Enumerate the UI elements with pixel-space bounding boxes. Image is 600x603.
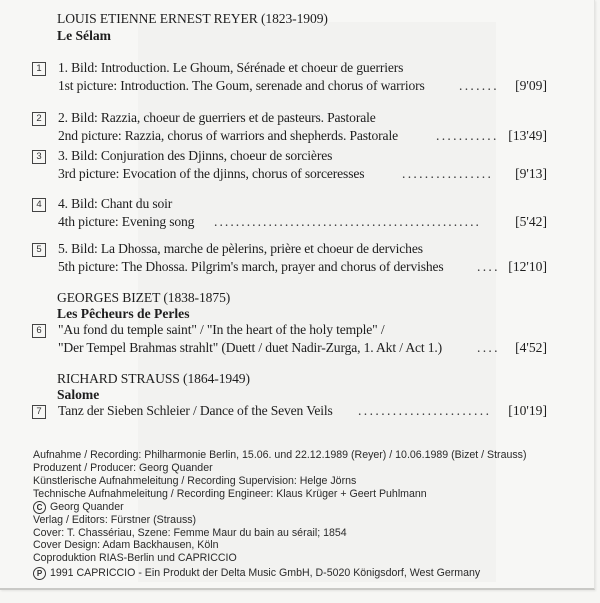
track-title-original: "Au fond du temple saint" / "In the heart of the holy temple" / bbox=[58, 322, 385, 337]
track-title-german: "Der Tempel Brahmas strahlt" (Duett / duet Nadir-Zurga, 1. Akt / Act 1.) bbox=[58, 340, 443, 355]
track-duration: [5'42] bbox=[515, 214, 547, 229]
track-title-english: 5th picture: The Dhossa. Pilgrim's march, prayer and chorus of dervishes bbox=[58, 259, 444, 274]
copyright-holder: Georg Quander bbox=[50, 500, 124, 513]
track-number-box: 3 bbox=[32, 150, 46, 164]
dot-leader: .... bbox=[477, 259, 500, 274]
phonogram-text: 1991 CAPRICCIO - Ein Produkt der Delta Music GmbH, D-5020 Königsdorf, West Germany bbox=[50, 567, 481, 580]
track-title-german: 4. Bild: Chant du soir bbox=[58, 196, 173, 211]
dot-leader: ................ bbox=[402, 166, 494, 181]
track-title-german: 2. Bild: Razzia, choeur de guerriers et de pasteurs. Pastorale bbox=[58, 110, 376, 125]
phonogram-icon: P bbox=[33, 567, 46, 580]
work-title: Salome bbox=[57, 387, 100, 402]
composer-heading: LOUIS ETIENNE ERNEST REYER (1823-1909) bbox=[57, 11, 328, 26]
track-title-english: 1st picture: Introduction. The Goum, serenade and chorus of warriors bbox=[58, 78, 425, 93]
track-number-box: 5 bbox=[32, 243, 46, 257]
track-duration: [10'19] bbox=[508, 403, 547, 418]
dot-leader: ....................... bbox=[358, 403, 492, 418]
track-duration: [9'13] bbox=[515, 166, 547, 181]
credit-producer: Produzent / Producer: Georg Quander bbox=[33, 461, 213, 474]
dot-leader: ........... bbox=[436, 128, 499, 143]
track-title-english: 2nd picture: Razzia, chorus of warriors and shepherds. Pastorale bbox=[58, 128, 398, 143]
credit-cover: Cover: T. Chassériau, Szene: Femme Maur du bain au sérail; 1854 bbox=[33, 526, 347, 539]
track-number-box: 7 bbox=[32, 405, 46, 419]
track-duration: [13'49] bbox=[508, 128, 547, 143]
track-title-german: 3. Bild: Conjuration des Djinns, choeur de sorcières bbox=[58, 148, 333, 163]
credit-supervision: Künstlerische Aufnahmeleitung / Recording Supervision: Helge Jörns bbox=[33, 474, 357, 487]
work-title: Le Sélam bbox=[57, 28, 111, 43]
credit-engineer: Technische Aufnahmeleitung / Recording Engineer: Klaus Krüger + Geert Puhlmann bbox=[33, 487, 427, 500]
track-number-box: 6 bbox=[32, 324, 46, 338]
dot-leader: .... bbox=[477, 340, 500, 355]
composer-heading: GEORGES BIZET (1838-1875) bbox=[57, 290, 231, 305]
work-title: Les Pêcheurs de Perles bbox=[57, 306, 190, 321]
track-duration: [9'09] bbox=[515, 78, 547, 93]
dot-leader: ....... bbox=[459, 78, 499, 93]
track-number-box: 4 bbox=[32, 198, 46, 212]
composer-heading: RICHARD STRAUSS (1864-1949) bbox=[57, 371, 250, 386]
credit-coproduction: Coproduktion RIAS-Berlin und CAPRICCIO bbox=[33, 552, 237, 565]
credit-copyright bbox=[33, 501, 526, 514]
track-duration: [12'10] bbox=[508, 259, 547, 274]
track-title-german: 1. Bild: Introduction. Le Ghoum, Sérénade et choeur de guerriers bbox=[58, 60, 404, 75]
track-title-english: 3rd picture: Evocation of the djinns, chorus of sorceresses bbox=[58, 166, 365, 181]
copyright-icon: C bbox=[33, 501, 46, 514]
credit-editors: Verlag / Editors: Fürstner (Strauss) bbox=[33, 513, 197, 526]
track-title: Tanz der Sieben Schleier / Dance of the Seven Veils bbox=[58, 403, 333, 418]
track-number-box: 2 bbox=[32, 112, 46, 126]
track-title-german: 5. Bild: La Dhossa, marche de pèlerins, prière et choeur de derviches bbox=[58, 241, 423, 256]
credit-phonogram bbox=[33, 567, 526, 580]
track-duration: [4'52] bbox=[515, 340, 547, 355]
credit-cover-design: Cover Design: Adam Backhausen, Köln bbox=[33, 539, 219, 552]
credit-recording: Aufnahme / Recording: Philharmonie Berlin, 15.06. und 22.12.1989 (Reyer) / 10.06.1989 (Bizet / Strauss) bbox=[33, 449, 527, 461]
track-title-english: 4th picture: Evening song bbox=[58, 214, 195, 229]
dot-leader: ................................................. bbox=[214, 214, 481, 229]
track-number-box: 1 bbox=[32, 62, 46, 76]
credits-block bbox=[33, 449, 526, 580]
